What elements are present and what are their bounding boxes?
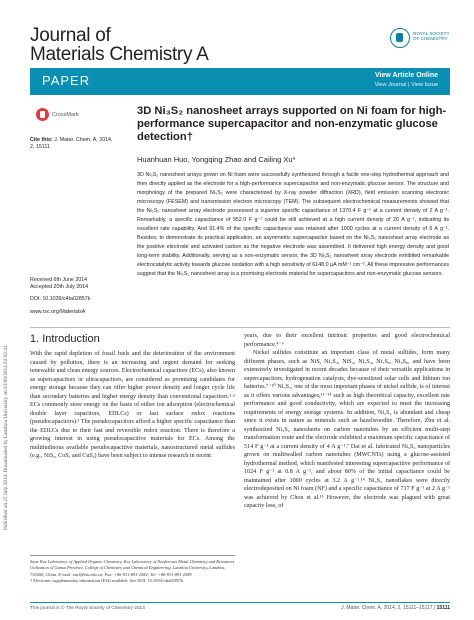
intro-paragraph-2: Nickel sulfides constitute an important class of metal sulfides, form many different phases, such as NiS, Ni₃S₂, NiS₂, Ni₃S₄, Ni₇S₆, Ni₉S₈, and have been extensively investigated in recent decades because of their versatile applications in supercapacitors, hydrogenation catalysts, dye-sensitized solar cells and lithium ion batteries.⁷⁻¹⁰ Ni₃S₂, one of the most important phases of nickel sulfide, is of interest as it offers various advantages,¹¹⁻¹⁴ such as high theoretical capacity, excellent rate performance and good conductivity, which are expected to meet the increasing requirements of energy storage systems. In addition, Ni₃S₂ is abundant and cheap since it exists in nature as minerals such as hazelwoodite. Therefore, Zhu et al. synthesized Ni₃S₂ nanosheets on carbon nanotubes by an efficient multi-step transformation route and the electrode exhibited a maximum specific capacitance of 514 F g⁻¹ at a current density of 4 A g⁻¹.⁷ Dai et al. fabricated Ni₃S₂ nanoparticles grown on multiwalled carbon nanotubes (MWCNTs) using a glucose-assisted hydrothermal method, which manifested interesting supercapacitive performance of 1024 F g⁻¹ at 0.8 A g⁻¹, and about 80% of the initial capacitance could be maintained after 1000 cycles at 3.2 A g⁻¹.¹⁴ Ni₃S₂ nanoflakes were directly electrodeposited on Ni foam (NF) and a specific capacitance of 717 F g⁻¹ at 2 A g⁻¹ was achieved by Chou et al.¹⁵ However, the electrode was plagued with great capacity loss, of	[244, 350, 450, 509]
intro-paragraph-1-cont: years, due to their excellent intrinsic properties and good electrochemical performance.⁴⁻⁶	[244, 333, 450, 348]
footer-divider	[30, 602, 450, 603]
esi-footnote: † Electronic supplementary information (ESI) available. See DOI: 10.1039/c4ta02857k	[30, 578, 184, 584]
footer-citation-text: J. Mater. Chem. A, 2014, 2, 15111–15117 |	[341, 605, 436, 611]
crossmark-badge[interactable]	[36, 108, 79, 121]
intro-paragraph-1: With the rapid depletion of fossil fuels and the deterioration of the environment caused by pollution, there is an increasing and urgent demand for seeking renewable and clean energy sources. Electrochemical capacitors (ECs), also known as supercapacitors or ultracapacitors, are considered as promising candidates for energy storage because they can offer higher power density and longer cycle life than secondary batteries and higher energy density than conventional capacitors.¹·² ECs commonly store energy on the basis of either ion adsorption (electrochemical double layer capacitors, EDLCs) or fast surface redox reactions (pseudocapacitors).³ The pseudocapacitors afford a higher specific capacitance than the EDLCs due to their fast and reversible redox reaction. There is therefore a growing interest in using pseudocapacitive materials for ECs. Among the multitudinous available pseudocapacitive materials, nanostructured metal sulfides (e.g., NiSₓ, CoSₓ and CuSₓ) have been subject to intense research in recent	[30, 351, 235, 459]
article-title: 3D Ni₃S₂ nanosheet arrays supported on Ni foam for high-performance supercapacitor and non-enzymatic glucose detection†	[137, 105, 447, 143]
footnote-divider	[30, 555, 235, 556]
footer-copyright: This journal is © The Royal Society of Chemistry 2014	[30, 606, 145, 611]
citation-info	[30, 137, 116, 150]
rsc-logo[interactable]	[390, 28, 450, 52]
crossmark-label: CrossMark	[52, 111, 79, 118]
article-dates	[30, 277, 116, 315]
paper-banner	[30, 68, 450, 95]
article-type-label: PAPER	[42, 73, 91, 88]
page-number: 15111	[436, 605, 450, 611]
journal-title[interactable]	[30, 26, 208, 64]
doi-text[interactable]: DOI: 10.1039/c4ta02857k	[30, 296, 91, 303]
article-authors: Huanhuan Huo, Yongqing Zhao and Cailing Xu*	[137, 155, 296, 164]
body-column-right	[244, 332, 450, 511]
section-divider	[30, 327, 450, 328]
view-article-online-link[interactable]: View Article Online	[374, 72, 438, 79]
footer-citation	[341, 605, 450, 611]
received-date: Received 6th June 2014	[30, 277, 88, 283]
cite-text: J. Mater. Chem. A, 2014, 2, 15111	[30, 137, 113, 150]
body-column-left	[30, 350, 235, 461]
journal-title-line2: Materials Chemistry A	[30, 44, 209, 65]
crossmark-icon	[36, 108, 49, 121]
footnotes	[30, 559, 235, 585]
rsc-logo-text: ROYAL SOCIETY OF CHEMISTRY	[413, 31, 450, 42]
abstract-text: 3D Ni₃S₂ nanosheet arrays grown on Ni foam were successfully synthesized through a facile one-step hydrothermal approach and then directly applied as the electrode for a high-performance supercapacitor and non-enzymatic glucose sensor. The structure and morphology of the prepared Ni₃S₂ were characterized by X-ray powder diffraction (XRD), field emission scanning electronic microscopy (FESEM) and transmission electron microscopy (TEM). The subsequent electrochemical measurements showed that the Ni₃S₂ nanosheet array electrode possessed a superior specific capacitance of 1370.4 F g⁻¹ at a current density of 2 A g⁻¹. Remarkably, a specific capacitance of 952.0 F g⁻¹ could be still achieved at a high current density of 20 A g⁻¹, indicating its excellent rate capability. And 91.4% of the specific capacitance was retained after 1000 cycles at a current density of 6 A g⁻¹. Besides, to demonstrate its practical application, an asymmetric supercapacitor based on the Ni₃S₂ nanosheet array electrode as the positive electrode and activated carbon as the negative electrode was assembled. It delivered high energy density and good long-term stability. Additionally, serving as a non-enzymatic sensor, the 3D Ni₃S₂ nanosheet array electrode exhibited remarkable electrocatalytic activity towards glucose oxidation with a high sensitivity of 6148.0 μA mM⁻¹ cm⁻². All these impressive performances suggest that the Ni₃S₂ nanosheet array is a promising electrode material for supercapacitors and non-enzymatic glucose sensors.	[137, 172, 449, 277]
rsc-seal-icon	[390, 28, 410, 48]
download-side-note: Published on 22 July 2014. Downloaded by Lanzhou University on 03/09/2014 02:02:41.	[3, 344, 9, 530]
view-journal-issue-link[interactable]: View Journal | View Issue	[374, 82, 438, 88]
introduction-heading: 1. Introduction	[30, 333, 100, 345]
cite-prefix: Cite this:	[30, 137, 53, 143]
journal-title-line1: Journal of	[30, 25, 111, 46]
affiliation-footnote: State Key Laboratory of Applied Organic Chemistry, Key Laboratory of Nonferrous Metal Chemistry and Resources Utilization of Gansu Province, College of Chemistry and Chemical Engineering, Lanzhou University, Lanzhou, 730000, China. E-mail: xucl@lzu.edu.cn; Fax: +86-931-891-2582; Tel: +86-931-891-2589	[30, 559, 235, 577]
journal-url[interactable]: www.rsc.org/MaterialsA	[30, 308, 86, 315]
accepted-date: Accepted 20th July 2014	[30, 283, 89, 290]
